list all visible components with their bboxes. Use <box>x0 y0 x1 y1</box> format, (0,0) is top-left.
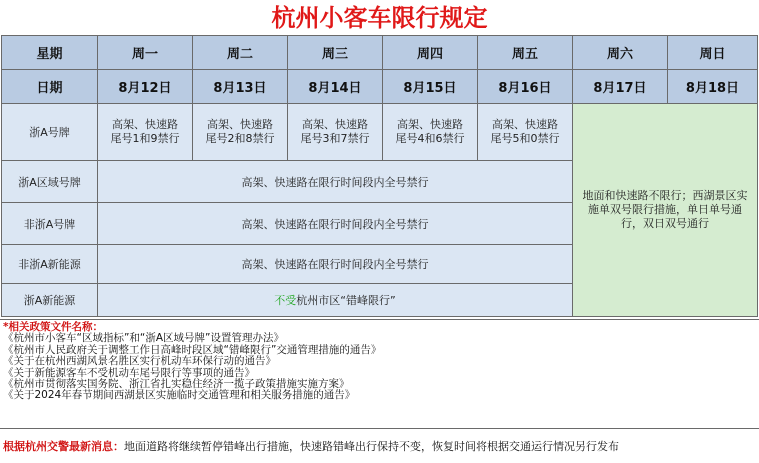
header-weekday-label: 星期 <box>2 36 98 70</box>
row-label-zhea-region: 浙A区域号牌 <box>2 161 98 203</box>
list-item: 《杭州市贯彻落实国务院、浙江省扎实稳住经济一揽子政策措施实施方案》 <box>3 378 350 391</box>
header-day-mon: 周一 <box>98 36 193 70</box>
list-item: 《杭州市人民政府关于调整工作日高峰时段区域“错峰限行”交通管理措施的通告》 <box>3 343 382 356</box>
list-item: 《关于在杭州西湖风景名胜区实行机动车环保行动的通告》 <box>3 355 276 368</box>
rule-cell-fri: 高架、快速路 尾号5和0禁行 <box>478 104 573 161</box>
header-day-thu: 周四 <box>383 36 478 70</box>
header-day-sat: 周六 <box>573 36 668 70</box>
policy-notes <box>3 322 755 402</box>
row-label-zhea-ev: 浙A新能源 <box>2 284 98 317</box>
rule-cell-tue: 高架、快速路 尾号2和8禁行 <box>193 104 288 161</box>
list-item: 《杭州市小客车“区域指标”和“浙A区域号牌”设置管理办法》 <box>3 332 284 345</box>
date-tue: 8月13日 <box>193 70 288 104</box>
weekend-rule-cell: 地面和快速路不限行；西湖景区实施单双号限行措施，单日单号通行，双日双号通行 <box>573 104 758 317</box>
date-thu: 8月15日 <box>383 70 478 104</box>
header-day-fri: 周五 <box>478 36 573 70</box>
date-fri: 8月16日 <box>478 70 573 104</box>
footer-notice <box>3 438 755 454</box>
rule-cell-mon: 高架、快速路 尾号1和9禁行 <box>98 104 193 161</box>
list-item: 《关于2024年春节期间西湖景区实施临时交通管理和相关服务措施的通告》 <box>3 389 356 402</box>
rule-cell-merged-non-zhea: 高架、快速路在限行时间段内全号禁行 <box>98 203 573 245</box>
footer-heading: 根据杭州交警最新消息： <box>3 440 124 453</box>
exempt-text: 杭州市区“错峰限行” <box>296 294 396 307</box>
row-label-non-zhea: 非浙A号牌 <box>2 203 98 245</box>
rule-cell-merged-non-zhea-ev: 高架、快速路在限行时间段内全号禁行 <box>98 245 573 284</box>
header-day-tue: 周二 <box>193 36 288 70</box>
exempt-prefix: 不受 <box>274 294 297 307</box>
page-title: 杭州小客车限行规定 <box>271 4 488 32</box>
rule-cell-merged-zhea-ev <box>98 284 573 317</box>
header-day-wed: 周三 <box>288 36 383 70</box>
divider-top <box>0 319 759 320</box>
notes-heading: *相关政策文件名称： <box>3 321 103 333</box>
rule-cell-thu: 高架、快速路 尾号4和6禁行 <box>383 104 478 161</box>
date-mon: 8月12日 <box>98 70 193 104</box>
row-label-zhea: 浙A号牌 <box>2 104 98 161</box>
divider-bottom <box>0 428 759 429</box>
date-sat: 8月17日 <box>573 70 668 104</box>
footer-text: 地面道路将继续暂停错峰出行措施，快速路错峰出行保持不变，恢复时间将根据交通运行情况另行发布 <box>124 440 619 453</box>
date-sun: 8月18日 <box>668 70 758 104</box>
row-label-non-zhea-ev: 非浙A新能源 <box>2 245 98 284</box>
header-day-sun: 周日 <box>668 36 758 70</box>
date-row-label: 日期 <box>2 70 98 104</box>
rule-cell-merged-region: 高架、快速路在限行时间段内全号禁行 <box>98 161 573 203</box>
list-item: 《关于新能源客车不受机动车尾号限行等事项的通告》 <box>3 366 255 379</box>
restriction-table <box>1 35 758 317</box>
rule-cell-wed: 高架、快速路 尾号3和7禁行 <box>288 104 383 161</box>
date-wed: 8月14日 <box>288 70 383 104</box>
